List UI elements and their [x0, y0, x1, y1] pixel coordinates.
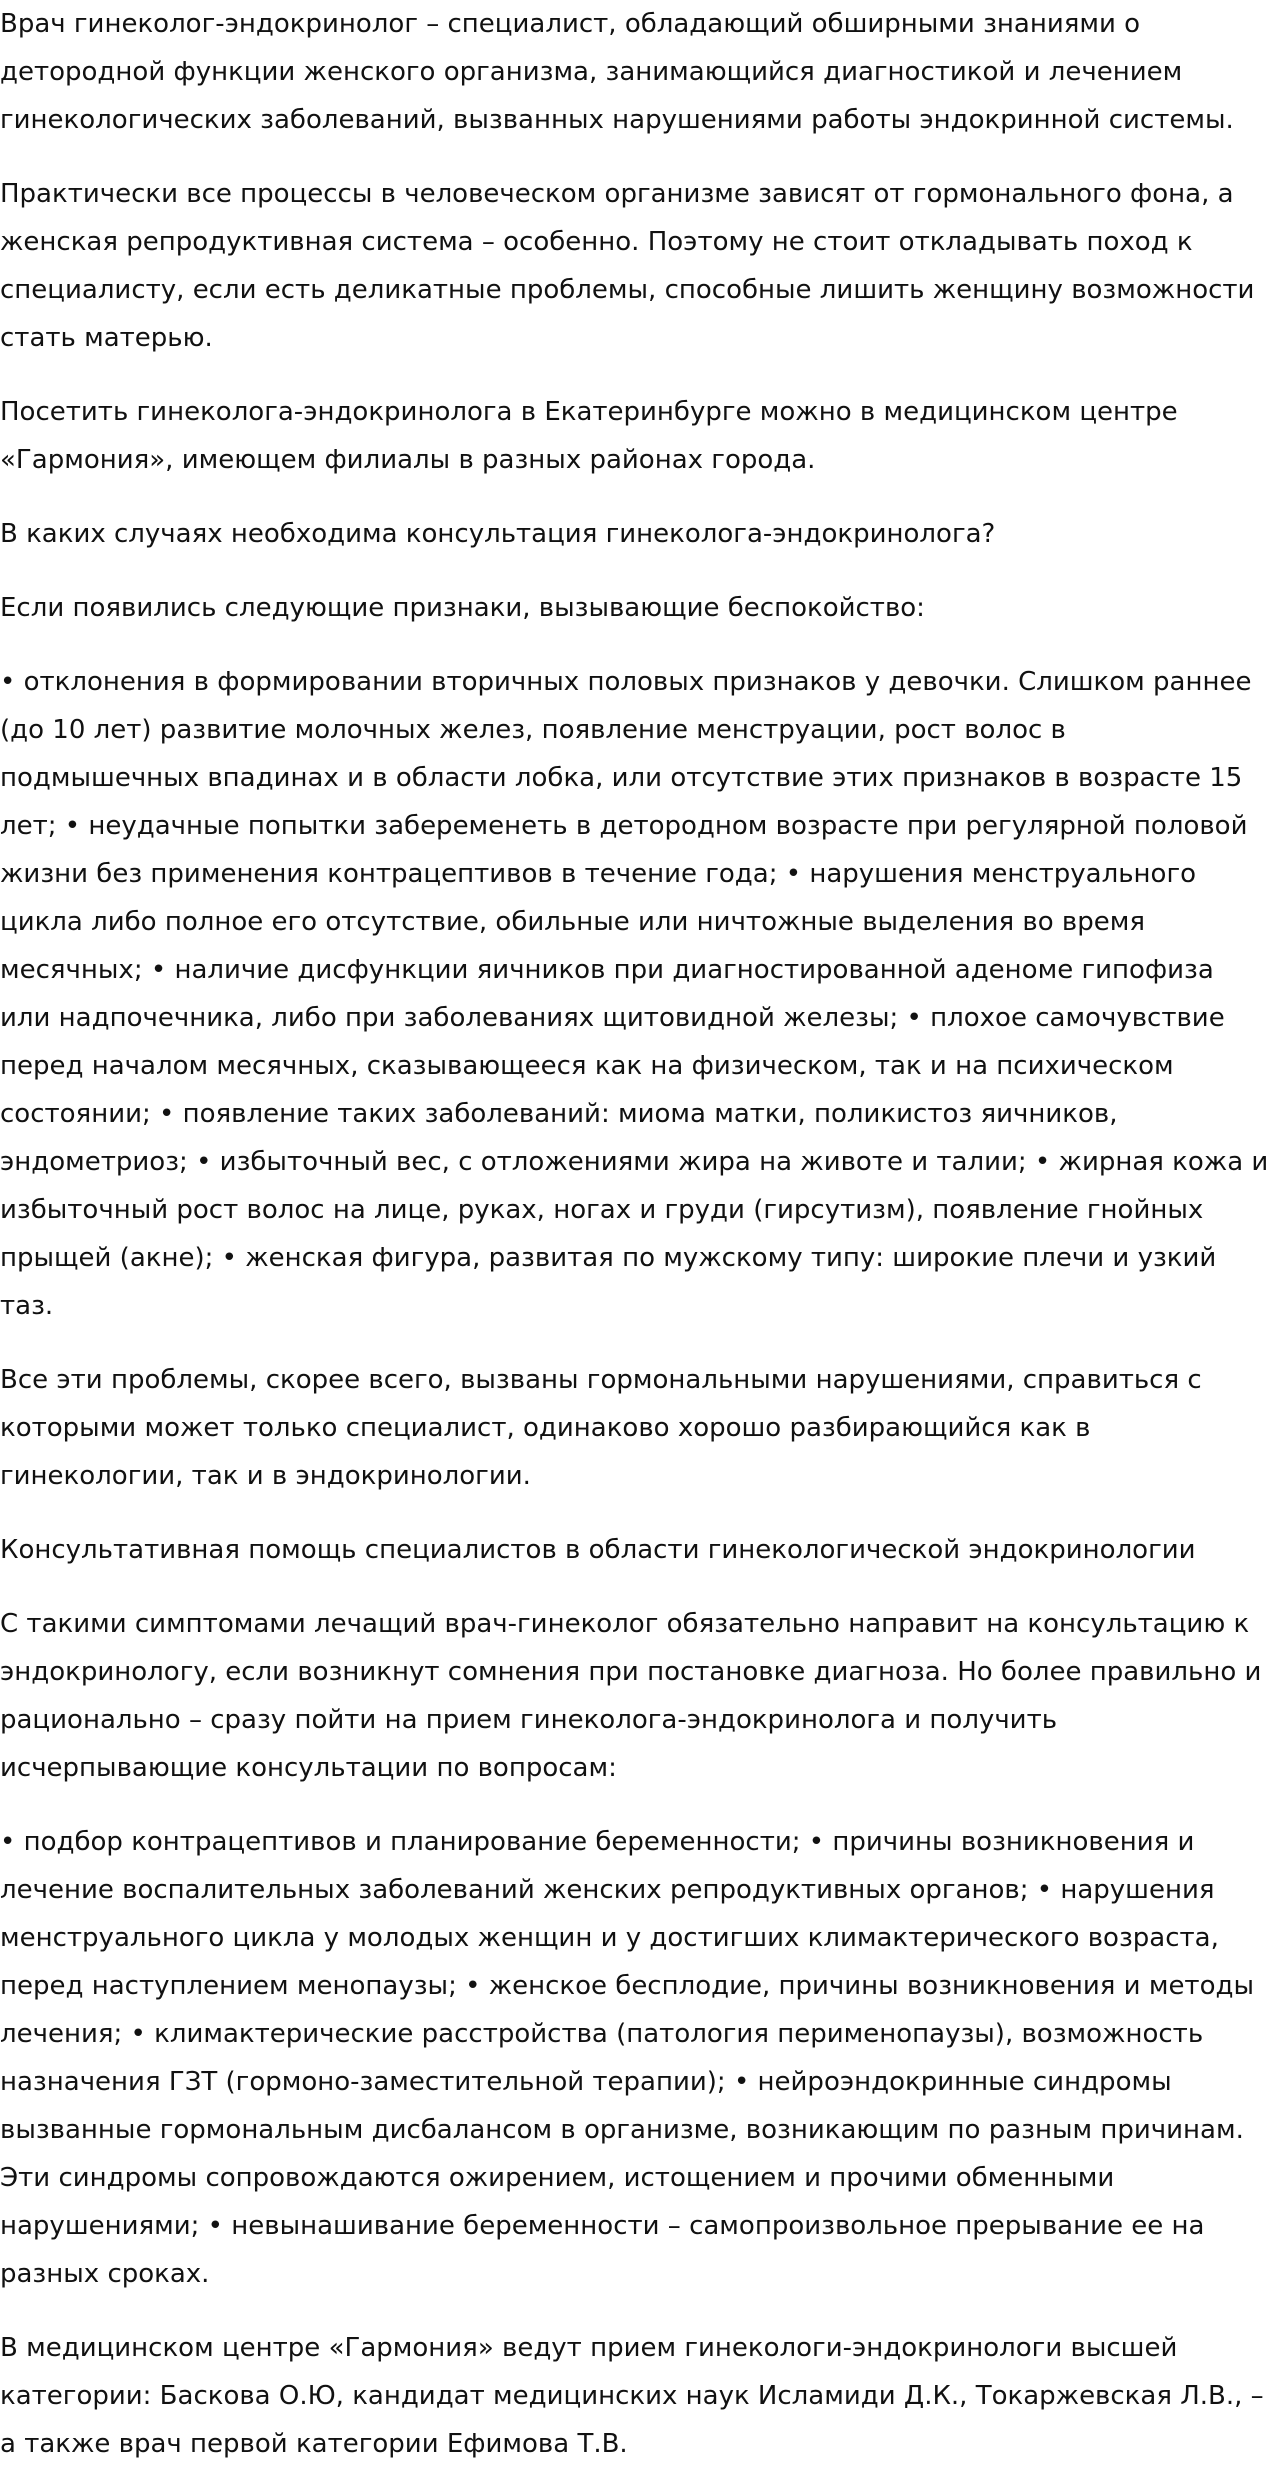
consultation-list: • подбор контрацептивов и планирование беременности; • причины возникновения и лечение воспалительных заболеваний женских репродуктивных органов; • нарушения менструального цикла у молодых женщин и у достигших климактерического возраста, перед наступлением менопаузы; • женское бесплодие, причины возникновения и методы лечения; • климактерические расстройства (патология перименопаузы), возможность назначения ГЗТ (гормоно-заместительной терапии); • нейроэндокринные синдромы вызванные гормональным дисбалансом в организме, возникающим по разным причинам. Эти синдромы сопровождаются ожирением, истощением и прочими обменными нарушениями; • невынашивание беременности – самопроизвольное прерывание ее на разных сроках. [0, 1827, 1254, 2289]
intro-paragraph: Врач гинеколог-эндокринолог – специалист, обладающий обширными знаниями о детородной функции женского организма, занимающийся диагностикой и лечением гинекологических заболеваний, вызванных нарушениями работы эндокринной системы. [0, 9, 1234, 135]
symptoms-list: • отклонения в формировании вторичных половых признаков у девочки. Слишком раннее (до 10 лет) развитие молочных желез, появление менструации, рост волос в подмышечных впадинах и в области лобка, или отсутствие этих признаков в возрасте 15 лет; • неудачные попытки забеременеть в детородном возрасте при регулярной половой жизни без применения контрацептивов в течение года; • нарушения менструального цикла либо полное его отсутствие, обильные или ничтожные выделения во время месячных; • наличие дисфункции яичников при диагностированной аденоме гипофиза или надпочечника, либо при заболеваниях щитовидной железы; • плохое самочувствие перед началом месячных, сказывающееся как на физическом, так и на психическом состоянии; • появление таких заболеваний: миома матки, поликистоз яичников, эндометриоз; • избыточный вес, с отложениями жира на животе и талии; • жирная кожа и избыточный рост волос на лице, руках, ногах и груди (гирсутизм), появление гнойных прыщей (акне); • женская фигура, развитая по мужскому типу: широкие плечи и узкий таз. [0, 667, 1269, 1321]
consultation-heading: Консультативная помощь специалистов в области гинекологической эндокринологии [0, 1535, 1196, 1565]
consultation-intro: С такими симптомами лечащий врач-гинеколог обязательно направит на консультацию к эндокринологу, если возникнут сомнения при постановке диагноза. Но более правильно и рационально – сразу пойти на прием гинеколога-эндокринолога и получить исчерпывающие консультации по вопросам: [0, 1609, 1262, 1783]
clinic-paragraph: Посетить гинеколога-эндокринолога в Екатеринбурге можно в медицинском центре «Гармония», имеющем филиалы в разных районах города. [0, 397, 1178, 475]
question-heading: В каких случаях необходима консультация гинеколога-эндокринолога? [0, 519, 996, 549]
hormones-paragraph: Практически все процессы в человеческом организме зависят от гормонального фона, а женская репродуктивная система – особенно. Поэтому не стоит откладывать поход к специалисту, если есть деликатные проблемы, способные лишить женщину возможности стать матерью. [0, 179, 1255, 353]
problems-paragraph: Все эти проблемы, скорее всего, вызваны гормональными нарушениями, справиться с которыми может только специалист, одинаково хорошо разбирающийся как в гинекологии, так и в эндокринологии. [0, 1365, 1202, 1491]
doctors-paragraph: В медицинском центре «Гармония» ведут прием гинекологи-эндокринологи высшей категории: Баскова О.Ю, кандидат медицинских наук Исламиди Д.К., Токаржевская Л.В., – а также врач первой категории Ефимова Т.В. [0, 2333, 1264, 2459]
symptoms-intro: Если появились следующие признаки, вызывающие беспокойство: [0, 593, 925, 623]
